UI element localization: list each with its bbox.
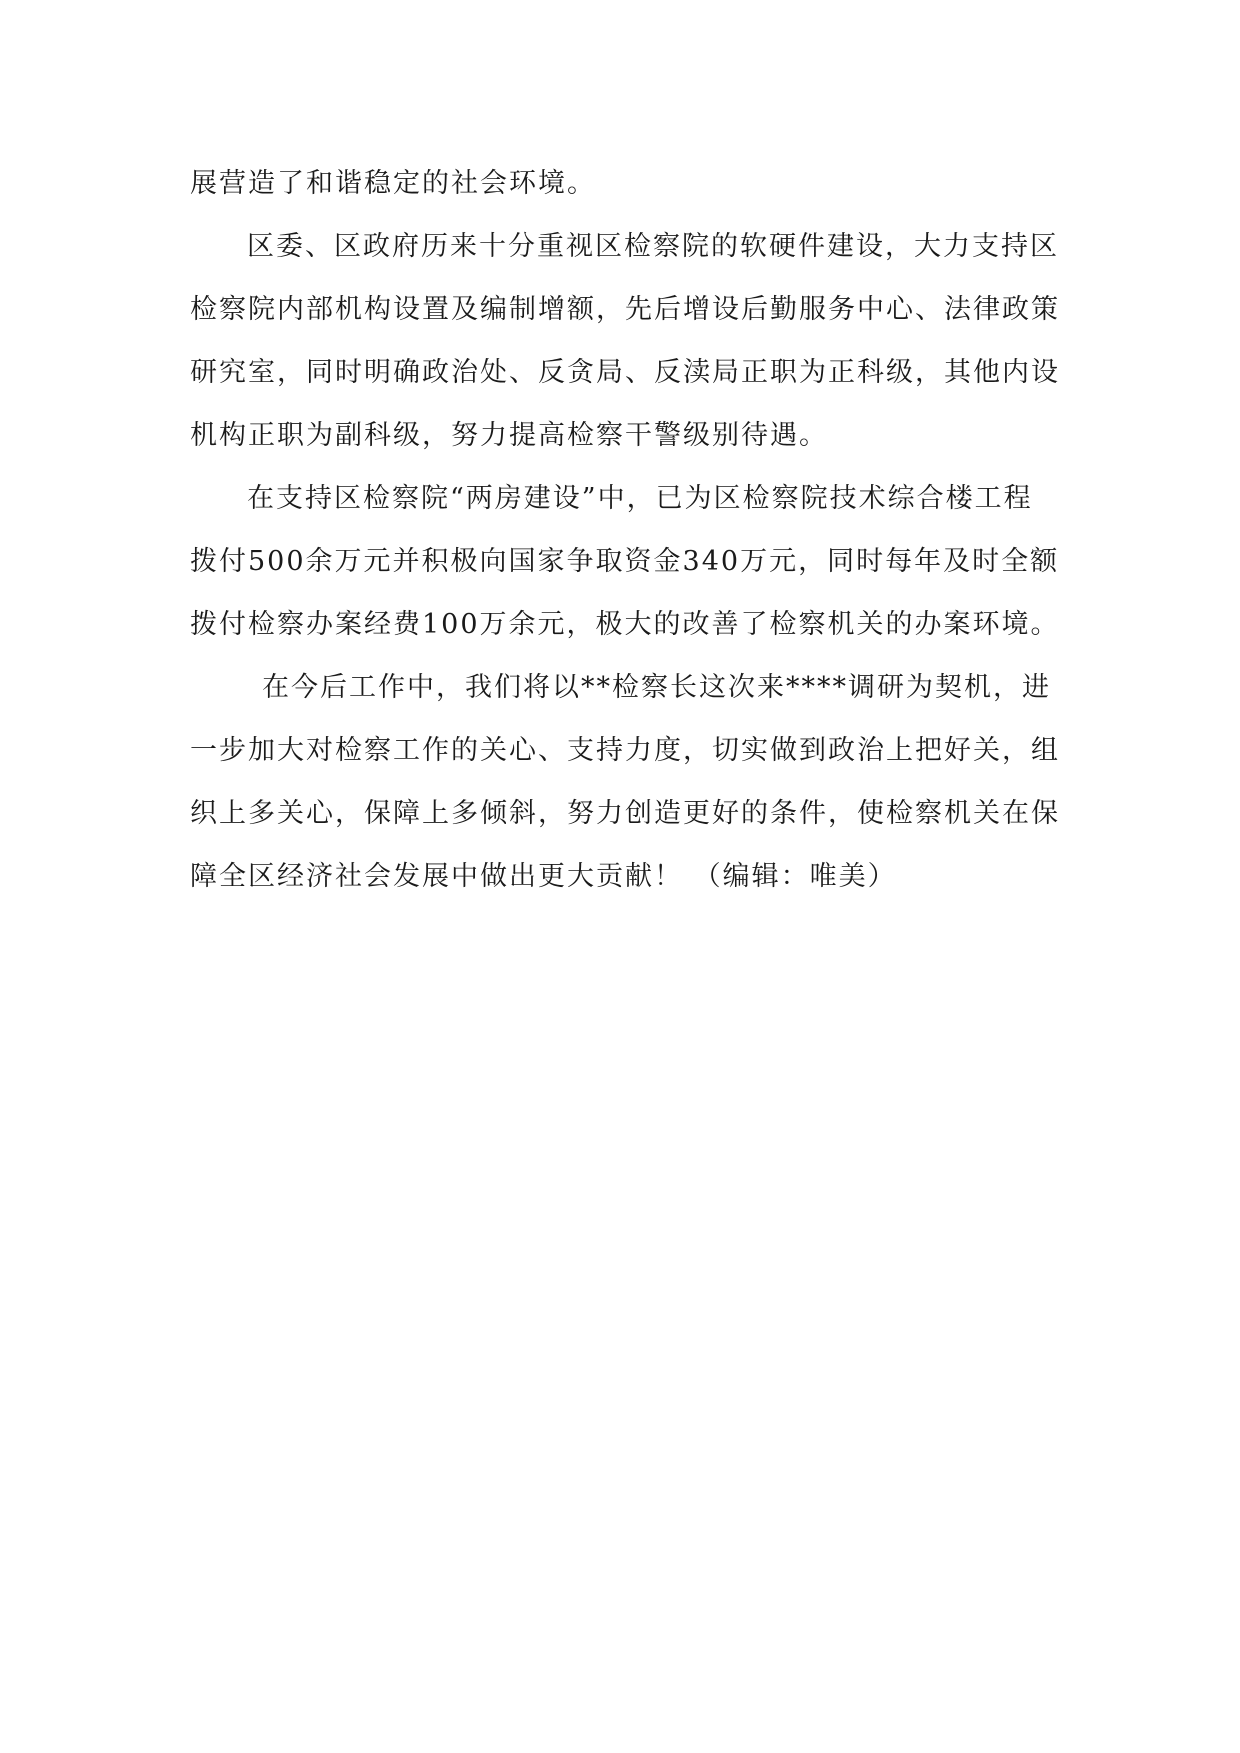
document-body <box>190 152 1060 908</box>
text-line: 研究室，同时明确政治处、反贪局、反渎局正职为正科级，其他内设 <box>190 357 1060 388</box>
text-line: 展营造了和谐稳定的社会环境。 <box>190 168 596 199</box>
text-line: 一步加大对检察工作的关心、支持力度，切实做到政治上把好关，组 <box>190 735 1060 766</box>
text-line: 织上多关心，保障上多倾斜，努力创造更好的条件，使检察机关在保 <box>190 798 1060 829</box>
text-line: 在支持区检察院“两房建设”中，已为区检察院技术综合楼工程 <box>247 483 1033 514</box>
text-line: 区委、区政府历来十分重视区检察院的软硬件建设，大力支持区 <box>247 231 1059 262</box>
text-line: 检察院内部机构设置及编制增额，先后增设后勤服务中心、法律政策 <box>190 294 1060 325</box>
text-line: 障全区经济社会发展中做出更大贡献！ （编辑：唯美） <box>190 861 897 892</box>
paragraph-2 <box>190 215 1060 467</box>
paragraph-1 <box>190 152 1060 215</box>
text-line: 拨付检察办案经费100万余元，极大的改善了检察机关的办案环境。 <box>190 609 1060 640</box>
text-line: 在今后工作中，我们将以**检察长这次来****调研为契机，进 <box>262 672 1051 703</box>
paragraph-4 <box>190 656 1060 908</box>
text-line: 机构正职为副科级，努力提高检察干警级别待遇。 <box>190 420 828 451</box>
paragraph-3 <box>190 467 1060 656</box>
text-line: 拨付500余万元并积极向国家争取资金340万元，同时每年及时全额 <box>190 546 1060 577</box>
